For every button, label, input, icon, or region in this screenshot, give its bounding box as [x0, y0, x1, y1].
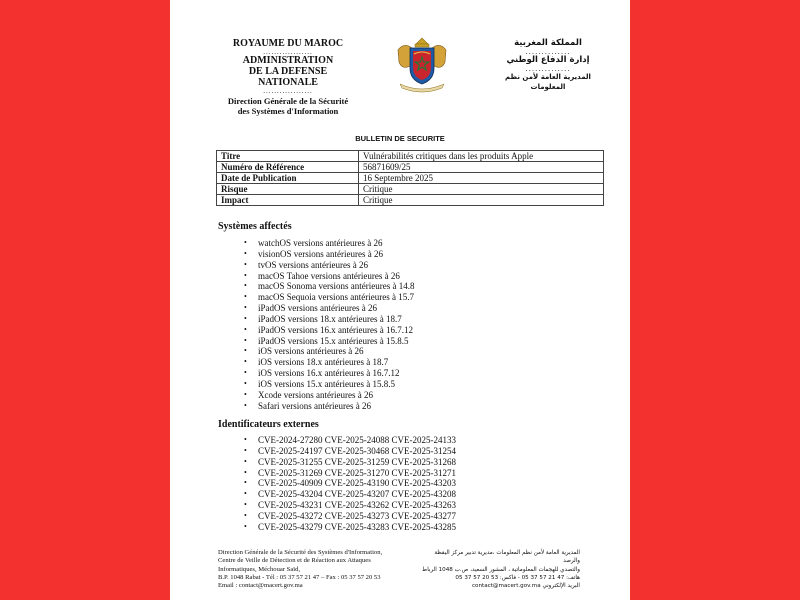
footer-line: هاتف: 47 21 57 37 05 - فاكس: 53 20 57 37 05 — [455, 574, 580, 581]
moroccan-coat-of-arms-icon — [394, 36, 450, 94]
footer-french — [218, 549, 408, 590]
list-item: • Safari versions antérieures à 26 — [244, 401, 414, 412]
list-item: • iPadOS versions antérieures à 26 — [244, 303, 414, 314]
list-item: • CVE-2025-43231 CVE-2025-43262 CVE-2025-43263 — [244, 500, 456, 511]
footer-line: B.P. 1048 Rabat - Tél : 05 37 57 21 47 – Fax : 05 37 57 20 53 — [218, 573, 381, 581]
directorate-line1-fr: Direction Générale de la Sécurité — [227, 96, 349, 106]
list-item: • watchOS versions antérieures à 26 — [244, 238, 414, 249]
list-item: • CVE-2025-31269 CVE-2025-31270 CVE-2025-31271 — [244, 468, 456, 479]
document-page — [170, 0, 630, 600]
row-label: Numéro de Référence — [217, 162, 359, 173]
bulletin-info-table — [216, 150, 604, 206]
row-label: Risque — [217, 184, 359, 195]
defense-fr: DE LA DEFENSE NATIONALE — [248, 66, 328, 88]
external-identifiers-list — [244, 435, 456, 533]
list-item: • iPadOS versions 16.x antérieures à 16.7.12 — [244, 325, 414, 336]
list-item: • iPadOS versions 18.x antérieures à 18.7 — [244, 314, 414, 325]
footer-line: Centre de Veille de Détection et de Réaction aux Attaques — [218, 557, 371, 565]
footer-arabic — [420, 549, 580, 590]
table-row — [217, 184, 604, 195]
row-label: Date de Publication — [217, 173, 359, 184]
list-item: • macOS Sequoia versions antérieures à 15.7 — [244, 292, 414, 303]
list-item: • iOS versions 16.x antérieures à 16.7.12 — [244, 368, 414, 379]
affected-systems-list — [244, 238, 414, 412]
section-heading-systems: Systèmes affectés — [218, 221, 292, 232]
list-item: • CVE-2025-24197 CVE-2025-30468 CVE-2025-31254 — [244, 446, 456, 457]
header-dots: .............. — [525, 65, 571, 73]
list-item: • CVE-2025-31255 CVE-2025-31259 CVE-2025-31268 — [244, 457, 456, 468]
defense-ar: إدارة الدفاع الوطني — [506, 55, 590, 65]
list-item: • iOS versions antérieures à 26 — [244, 346, 414, 357]
list-item: • iPadOS versions 15.x antérieures à 15.8.5 — [244, 336, 414, 347]
footer-line: Direction Générale de la Sécurité des Systèmes d'Information, — [218, 549, 383, 556]
list-item: • Xcode versions antérieures à 26 — [244, 390, 414, 401]
list-item: • CVE-2025-40909 CVE-2025-43190 CVE-2025-43203 — [244, 478, 456, 489]
section-heading-identifiers: Identificateurs externes — [218, 419, 319, 430]
row-value: Vulnérabilités critiques dans les produits Apple — [359, 151, 604, 162]
list-item: • iOS versions 15.x antérieures à 15.8.5 — [244, 379, 414, 390]
directorate-line2-fr: des Systèmes d'Information — [237, 106, 339, 116]
row-value: 16 Septembre 2025 — [359, 173, 604, 184]
footer-line: Informatiques, Méchouar Saïd, — [218, 565, 301, 573]
kingdom-name-ar: المملكة المغربية — [514, 38, 582, 48]
header-arabic — [488, 38, 608, 92]
header-french — [218, 38, 358, 116]
directorate-ar: المديرية العامة لأمن نظم المعلومات — [505, 73, 591, 91]
footer-line: Email : contact@macert.gov.ma — [218, 582, 303, 590]
footer-line: البريد الإلكتروني contact@macert.gov.ma — [471, 583, 580, 590]
list-item: • CVE-2025-43279 CVE-2025-43283 CVE-2025-43285 — [244, 522, 456, 533]
kingdom-name-fr: ROYAUME DU MAROC — [232, 38, 344, 49]
header-dots: .............. — [525, 48, 571, 56]
list-item: • iOS versions 18.x antérieures à 18.7 — [244, 357, 414, 368]
list-item: • CVE-2024-27280 CVE-2025-24088 CVE-2025-24133 — [244, 435, 456, 446]
table-row — [217, 162, 604, 173]
administration-fr: ADMINISTRATION — [242, 55, 334, 66]
row-value: 56871609/25 — [359, 162, 604, 173]
table-row — [217, 173, 604, 184]
table-row — [217, 151, 604, 162]
row-value: Critique — [359, 184, 604, 195]
list-item: • CVE-2025-43204 CVE-2025-43207 CVE-2025-43208 — [244, 489, 456, 500]
footer-line: المديرية العامة لأمن نظم المعلومات ،مديرية تدبير مركز اليقظة والرصد — [434, 550, 580, 565]
list-item: • macOS Sonoma versions antérieures à 14.8 — [244, 281, 414, 292]
header-dots: .................. — [263, 87, 313, 95]
row-value: Critique — [359, 195, 604, 206]
bulletin-title: BULLETIN DE SECURITE — [355, 134, 445, 143]
list-item: • CVE-2025-43272 CVE-2025-43273 CVE-2025-43277 — [244, 511, 456, 522]
table-row — [217, 195, 604, 206]
row-label: Titre — [217, 151, 359, 162]
list-item: • macOS Tahoe versions antérieures à 26 — [244, 271, 414, 282]
list-item: • tvOS versions antérieures à 26 — [244, 260, 414, 271]
row-label: Impact — [217, 195, 359, 206]
footer-line: والتصدي للهجمات المعلوماتية ، المشور السعيد، ص.ب 1048 الرباط — [422, 566, 580, 573]
header-dots: .................. — [263, 48, 313, 56]
list-item: • visionOS versions antérieures à 26 — [244, 249, 414, 260]
